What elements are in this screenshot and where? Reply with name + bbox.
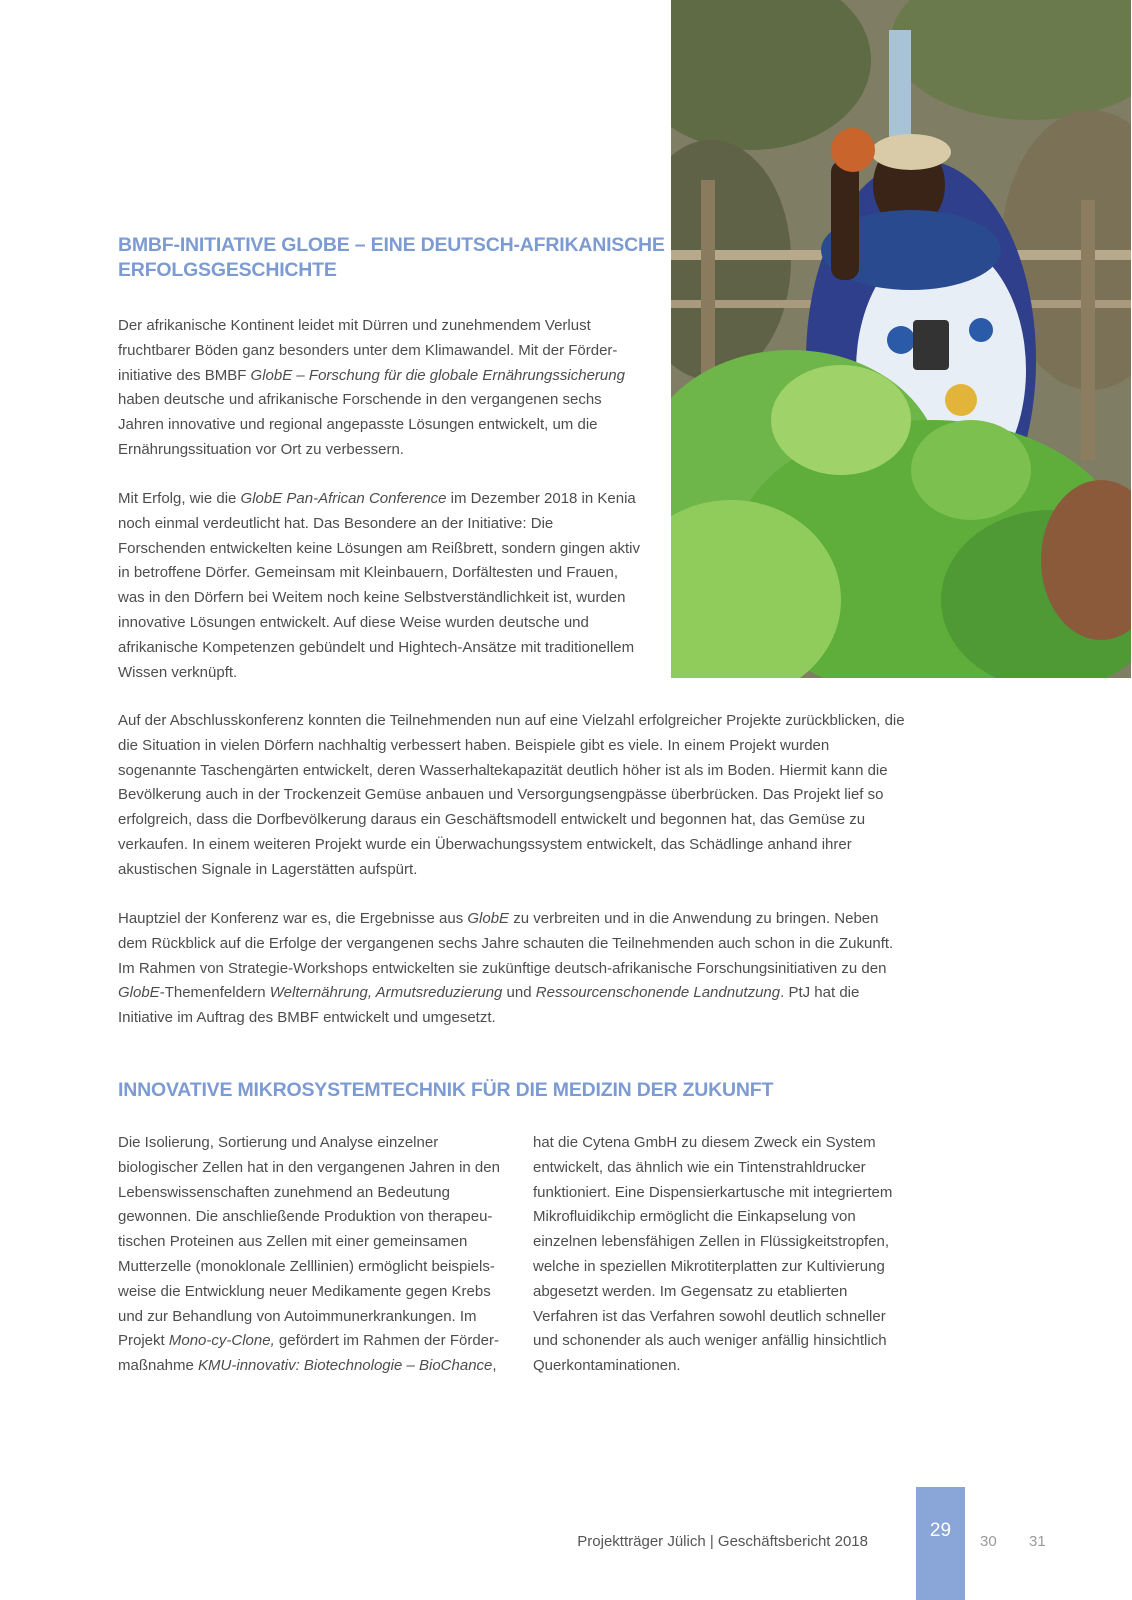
text-run: Hauptziel der Konferenz war es, die Ergebnisse aus [118, 910, 468, 927]
text-run: im Dezember 2018 in Kenia noch einmal verdeutlicht hat. Das Besondere an der Initiative: Die Forschenden entwickelten keine Lösungen am Reißbrett, sondern gingen aktiv in betroffene Dörfer. Gemeinsam mit Kleinbauern, Dorfältesten und Frauen, was in den Dörfern bei Weitem noch keine Selbstverständlichkeit ist, wurden innovative Lösungen entwickelt. Auf diese Weise wurden deutsche und afrikanische Kompetenzen gebündelt und Hightech-Ansätze mit traditionellem Wissen verknüpft. [118, 490, 640, 681]
text-run-italic: KMU-innovativ: Biotechnologie – BioChance [198, 1357, 493, 1375]
text-run-italic: Ressourcenschonende Landnutzung [535, 984, 781, 1002]
text-run: Der afrikanische Kontinent leidet mit Dürren und zunehmendem Verlust fruchtbarer Böden ganz besonders unter dem Klimawandel. Mit der Förderinitiative des BMBF [118, 317, 618, 384]
text-run: und [502, 984, 536, 1002]
page-number-current[interactable] [916, 1487, 965, 1600]
paragraph-3: Auf der Abschlusskonferenz konnten die Teilnehmenden nun auf eine Vielzahl erfolgreicher Projekte zurückblicken, die die Situation in vielen Dörfern nachhaltig verbessert haben. Beispiele gibt es viele. In einem Projekt wurden sogenannte Taschengärten entwickelt, deren Wasserhaltekapazität deutlich höher ist als im Boden. Hiermit kann die Bevölkerung auch in der Trockenzeit Gemüse anbauen und Versorgungsengpässe überbrücken. Das Projekt lief so erfolgreich, dass die Dorfbevölkerung daraus ein Geschäftsmodell entwickelt und begonnen hat, das Gemüse zu verkaufen. In einem weiteren Projekt wurde ein Überwachungssystem entwickelt, das Schädlinge anhand ihrer akustischen Signale in Lagerstätten aufspürt. [118, 712, 905, 878]
text-run-italic: GlobE [118, 984, 160, 1002]
paragraph-column-1 [118, 1131, 501, 1379]
heading-line: BMBF-INITIATIVE GLOBE – EINE DEUTSCH-AFRIKANISCHE [118, 234, 665, 256]
text-run: Mit Erfolg, wie die [118, 490, 241, 507]
section-heading-mikrosystemtechnik: INNOVATIVE MIKROSYSTEMTECHNIK FÜR DIE MEDIZIN DER ZUKUNFT [118, 1079, 774, 1101]
text-run: -Themenfeldern [159, 984, 270, 1002]
text-run-italic: GlobE [467, 910, 510, 927]
footer-publication-title: Projektträger Jülich | Geschäftsbericht 2018 [577, 1533, 868, 1550]
paragraph-1 [118, 314, 642, 463]
paragraph-2 [118, 487, 642, 685]
heading-line: ERFOLGSGESCHICHTE [118, 259, 337, 281]
text-run-italic: GlobE – Forschung für die globale Ernährungssicherung [250, 366, 625, 384]
text-run-italic: Mono-cy-Clone, [168, 1332, 275, 1350]
text-run: . PtJ hat die Initiative im Auftrag des BMBF entwickelt und umgesetzt. [118, 984, 860, 1027]
text-run: , [492, 1357, 497, 1375]
text-run: gefördert im Rahmen der Fördermaßnahme [118, 1332, 499, 1375]
page-number-link[interactable]: 31 [1029, 1533, 1046, 1550]
text-run: haben deutsche und afrikanische Forschende in den vergangenen sechs Jahren innovative und regional angepasste Lösungen entwickelt, um die Ernährungssituation vor Ort zu verbessern. [118, 391, 602, 458]
text-run-italic: GlobE Pan-African Conference [240, 490, 447, 507]
text-run: zu verbreiten und in die Anwendung zu bringen. Neben dem Rückblick auf die Erfolge der vergangenen sechs Jahre schauten die Teilnehmenden auch schon in die Zukunft. Im Rahmen von Strategie-Workshops entwickelten sie zukünftige deutsch-afrikanische Forschungsinitiativen zu den [118, 910, 894, 977]
text-run: Die Isolierung, Sortierung und Analyse einzelner biologischer Zellen hat in den vergangenen Jahren in den Lebenswissenschaften zunehmend an Bedeutung gewonnen. Die anschließende Produktion von therapeutischen Proteinen aus Zellen mit einer gemeinsamen Mutterzelle (monoklonale Zelllinien) ermöglicht beispielsweise die Entwicklung neuer Medikamente gegen Krebs und zur Behandlung von Autoimmunerkrankungen. Im Projekt [118, 1134, 500, 1350]
photo-woman-with-vegetables [671, 0, 1131, 678]
text-run-italic: Welternährung, Armutsreduzierung [269, 984, 503, 1002]
page-number-link[interactable]: 30 [980, 1533, 997, 1550]
paragraph-4 [118, 907, 905, 1031]
page-number-label: 29 [929, 1520, 952, 1541]
section-heading-globe [118, 233, 665, 283]
paragraph-column-2: hat die Cytena GmbH zu diesem Zweck ein System entwickelt, das ähnlich wie ein Tintenstrahldrucker funktioniert. Eine Dispensierkartusche mit integriertem Mikrofluidikchip ermöglicht die Einkapselung von einzelnen lebensfähigen Zellen in Flüssigkeitstropfen, welche in speziellen Mikrotiterplatten zur Kultivierung abgesetzt werden. Im Gegensatz zu etablierten Verfahren ist das Verfahren sowohl deutlich schneller und schonender als auch weniger anfällig hinsichtlich Querkontaminationen. [533, 1134, 893, 1375]
